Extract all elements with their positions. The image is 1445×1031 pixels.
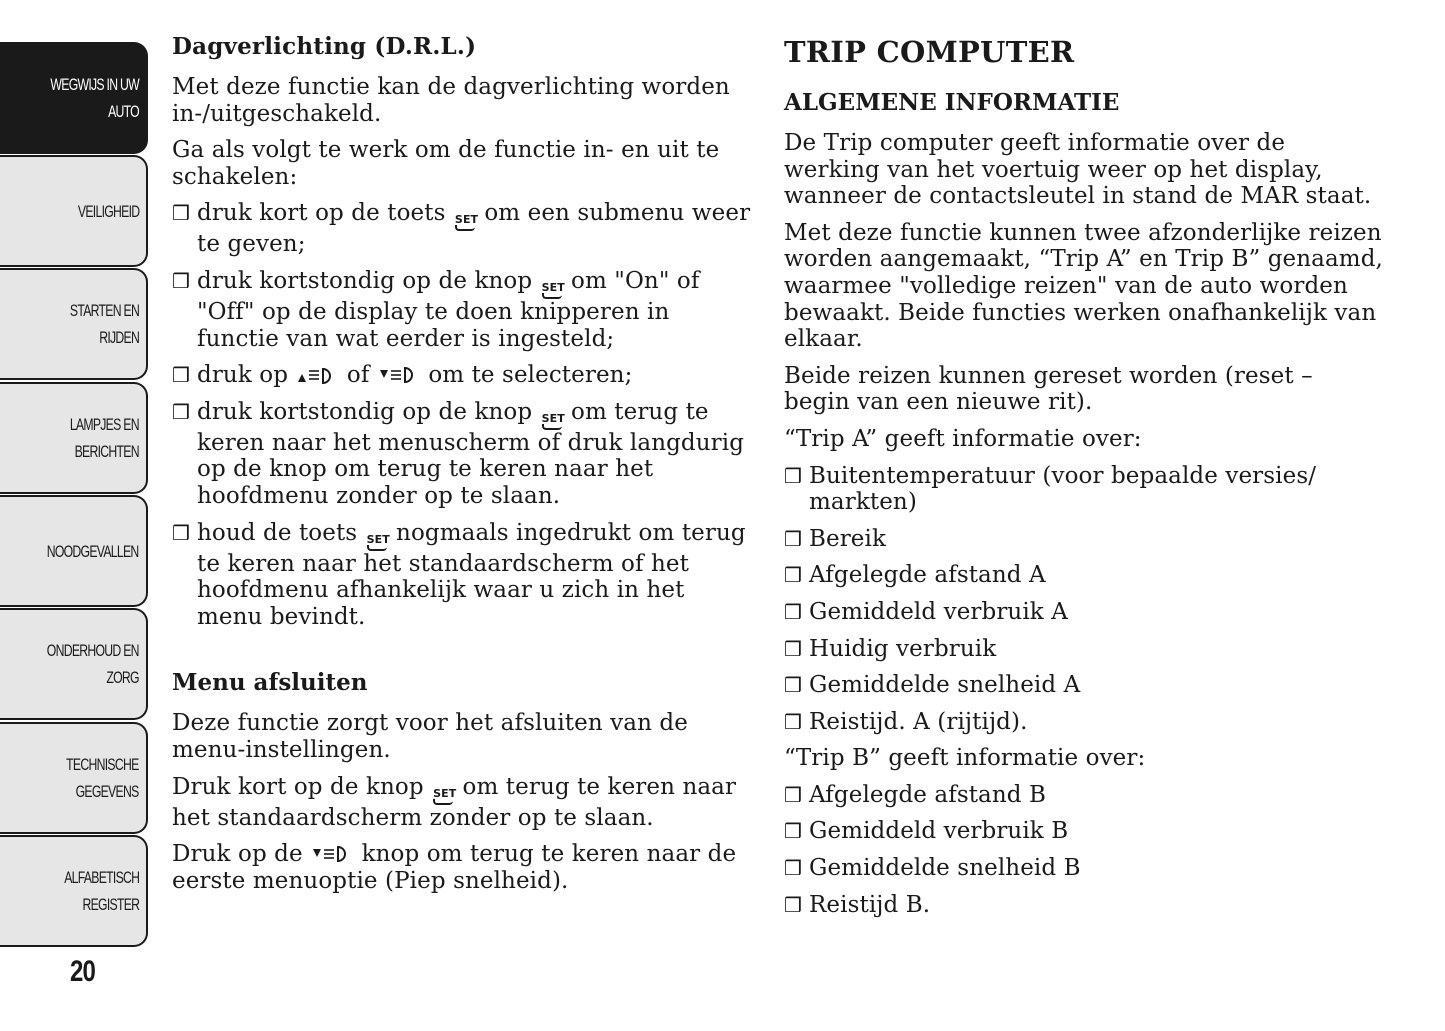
paragraph-text: knop om terug te keren naar de eerste menuoptie (Piep snelheid). [172,841,737,894]
step-text: of [346,362,370,389]
tab-noodgevallen[interactable] [0,495,148,607]
step-text: nogmaals ingedrukt om terug te keren naar het standaardscherm of het hoofdmenu afhankelijk waar u zich in het menu bevindt. [197,519,746,630]
right-column [784,32,1384,928]
left-column [172,32,752,904]
tab-label: NOODGEVALLEN [47,541,139,561]
paragraph-text: om terug te keren naar het standaardscherm zonder op te slaan. [172,773,737,831]
step-text: druk kortstondig op de knop [197,267,533,294]
tab-label: VEILIGHEID [77,201,139,221]
list-item: ❒ Reistijd. A (rijtijd). [784,709,1384,736]
step-text: druk op [197,362,289,389]
tab-onderhoud-en-zorg[interactable] [0,608,148,720]
list-item: ❒ Afgelegde afstand A [784,562,1384,589]
tab-label: WEGWIJS IN UW AUTO [50,75,139,121]
list-item: ❒ Afgelegde afstand B [784,782,1384,809]
menu-exit-p2 [172,774,752,832]
list-item: ❒ Gemiddeld verbruik B [784,818,1384,845]
set-icon-text: SET [541,411,565,425]
tab-lampjes-en-berichten[interactable] [0,382,148,494]
trip-a-list [784,463,1384,736]
list-item [172,399,752,510]
list-item: ❒ Gemiddeld verbruik A [784,599,1384,626]
list-item [172,520,752,631]
drl-intro: Met deze functie kan de dagverlichting worden in-/uitgeschakeld. [172,74,730,127]
menu-exit-p3 [172,841,752,894]
set-button-icon [433,786,457,805]
tab-label: LAMPJES EN BERICHTEN [70,415,139,461]
paragraph-text: Druk kort op de knop [172,773,424,800]
list-item: ❒ Bereik [784,526,1384,553]
tab-technische-gegevens[interactable] [0,722,148,834]
drl-steps [172,200,752,630]
menu-exit-heading: Menu afsluiten [172,669,368,697]
set-button-icon [366,532,390,551]
step-text: druk kort op de toets [197,200,446,227]
drl-steps-intro: Ga als volgt te werk om de functie in- en uit te schakelen: [172,137,720,190]
down-headlight-button-icon [379,365,419,385]
list-item: ❒ Reistijd B. [784,892,1384,919]
set-icon-text: SET [366,532,390,546]
list-item [172,200,752,258]
trip-intro-p1: De Trip computer geeft informatie over de werking van het voertuig weer op het display, wanneer de contactsleutel in stand de MAR staat. [784,130,1372,210]
step-text: om terug te keren naar het menuscherm of druk langdurig op de knop om terug te keren naar het hoofdmenu zonder op te slaan. [197,398,745,509]
set-button-icon [454,213,479,231]
set-button-icon [541,411,565,430]
step-text: houd de toets [197,519,358,546]
set-icon-text: SET [433,786,457,800]
step-text: om een submenu weer te geven; [197,200,751,258]
tab-label: STARTEN EN RIJDEN [69,301,139,347]
page-number: 20 [70,955,96,988]
set-icon-text: SET [541,280,565,294]
list-item: ❒ Buitentemperatuur (voor bepaalde versies/ markten) [784,463,1384,516]
tab-veiligheid[interactable] [0,155,148,267]
trip-b-intro: “Trip B” geeft informatie over: [784,745,1146,772]
list-item: ❒ Huidig verbruik [784,636,1384,663]
list-item [172,268,752,352]
page-title: TRIP COMPUTER [784,35,1075,69]
trip-intro-p3: Beide reizen kunnen gereset worden (reset – begin van een nieuwe rit). [784,362,1313,416]
tab-wegwijs[interactable] [0,42,148,154]
set-button-icon [541,280,565,299]
list-item [172,362,752,389]
tab-starten-en-rijden[interactable] [0,268,148,380]
step-text: druk kortstondig op de knop [197,398,533,425]
step-text: om te selecteren; [428,362,633,389]
tab-alfabetisch-register[interactable] [0,835,148,947]
list-item: ❒ Gemiddelde snelheid B [784,855,1384,882]
trip-intro-p2: Met deze functie kunnen twee afzonderlijke reizen worden aangemaakt, “Trip A” en Trip B” genaamd, waarmee "volledige reizen" van de auto worden bewaakt. Beide functies werken onafhankelijk van elkaar. [784,219,1383,353]
set-icon-text: SET [454,213,479,227]
down-headlight-button-icon [312,844,352,864]
paragraph-text: Druk op de [172,841,303,868]
section-heading: ALGEMENE INFORMATIE [784,89,1120,116]
tab-label: ONDERHOUD EN ZORG [46,641,139,687]
step-text: om "On" of "Off" op de display te doen knipperen in functie van wat eerder is ingesteld; [197,267,700,352]
drl-heading: Dagverlichting (D.R.L.) [172,33,477,60]
tab-label: ALFABETISCH REGISTER [63,868,139,914]
trip-a-intro: “Trip A” geeft informatie over: [784,425,1142,452]
tab-label: TECHNISCHE GEGEVENS [66,755,139,801]
menu-exit-p1: Deze functie zorgt voor het afsluiten van de menu-instellingen. [172,710,688,763]
trip-b-list [784,782,1384,918]
up-headlight-button-icon [297,365,337,385]
list-item: ❒ Gemiddelde snelheid A [784,672,1384,699]
